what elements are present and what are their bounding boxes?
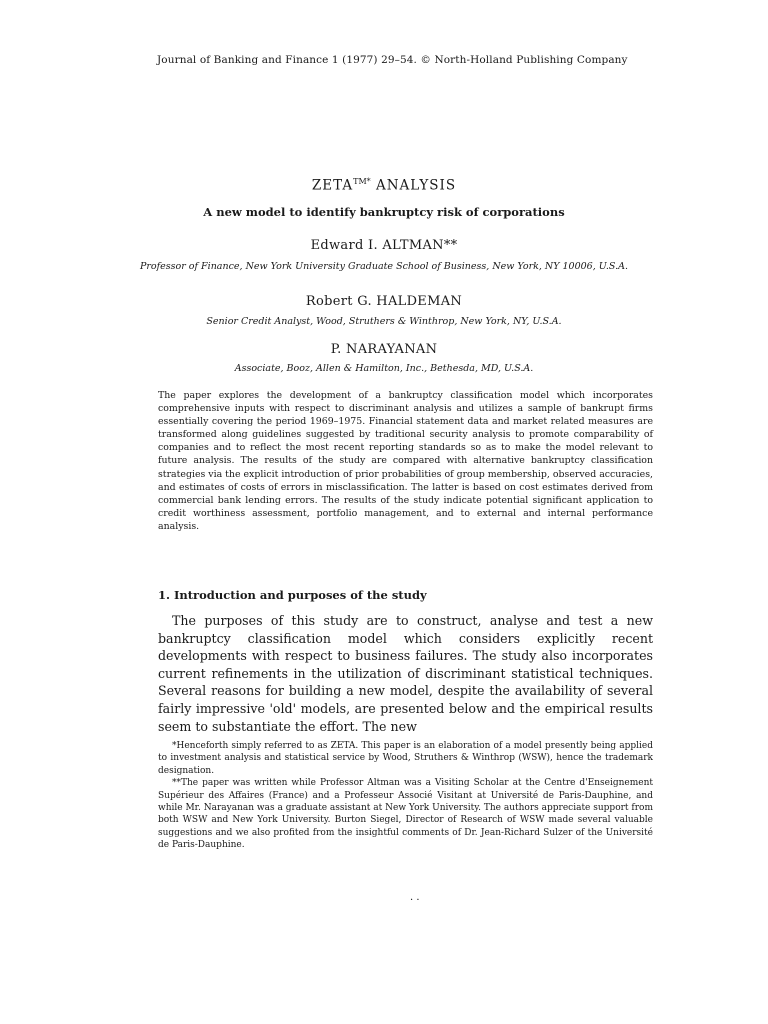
author-name-altman: Edward I. ALTMAN**	[310, 238, 458, 253]
page-mark: · ·	[410, 895, 420, 906]
abstract: The paper explores the development of a bankruptcy classification model which incorporates comprehensive inputs with respect to discriminant analysis and utilizes a sample of bankrupt firms essentially covering the period 1969–1975. Financial statement data and market related measures are transformed along guidelines suggested by traditional security analysis to promote comparability of companies and to reflect the most recent reporting standards so as to make the model relevant to future analysis. The results of the study are compared with alternative bankruptcy classification strategies via the explicit introduction of prior probabilities of group membership, observed accuracies, and estimates of costs of errors in misclassification. The latter is based on cost estimates derived from commercial bank lending errors. The results of the study indicate potential significant application to credit worthiness assessment, portfolio management, and to external and internal performance analysis.	[158, 390, 653, 532]
article-subtitle: A new model to identify bankruptcy risk of corporations	[203, 205, 565, 219]
footnotes	[158, 740, 653, 852]
footnote-zeta: *Henceforth simply referred to as ZETA. This paper is an elaboration of a model presently being applied to investment analysis and statistical service by Wood, Struthers & Winthrop (WSW), hence the trademark designation.	[158, 741, 653, 776]
section-body-text: The purposes of this study are to construct, analyse and test a new bankruptcy classification model which considers explicitly recent developments with respect to business failures. The study also incorporates current refinements in the utilization of discriminant statistical techniques. Several reasons for building a new model, despite the availability of several fairly impressive 'old' models, are presented below and the empirical results seem to substantiate the effort. The new	[158, 613, 653, 734]
section-heading: 1. Introduction and purposes of the study	[158, 588, 427, 602]
author-affiliation-haldeman: Senior Credit Analyst, Wood, Struthers & Winthrop, New York, NY, U.S.A.	[206, 316, 562, 327]
article-title	[0, 177, 768, 194]
author-affiliation-narayanan: Associate, Booz, Allen & Hamilton, Inc., Bethesda, MD, U.S.A.	[234, 363, 534, 374]
trademark-superscript: TM*	[353, 177, 371, 186]
author-name-narayanan: P. NARAYANAN	[330, 342, 438, 357]
journal-citation: Journal of Banking and Finance 1 (1977) 29–54. © North-Holland Publishing Company	[157, 54, 628, 66]
title-rest: ANALYSIS	[370, 177, 457, 194]
footnote-authors: **The paper was written while Professor Altman was a Visiting Scholar at the Centre d'Enseignement Supérieur des Affaires (France) and a Professeur Associé Visitant at Université de Paris-Dauphine, and while Mr. Narayanan was a graduate assistant at New York University. The authors appreciate support from both WSW and New York University. Burton Siegel, Director of Research of WSW made several valuable suggestions and we also profited from the insightful comments of Dr. Jean-Richard Sulzer of the Université de Paris-Dauphine.	[158, 778, 653, 851]
title-main: ZETA	[311, 177, 354, 194]
author-affiliation-altman: Professor of Finance, New York University Graduate School of Business, New York, NY 10006, U.S.A.	[139, 261, 628, 272]
author-name-haldeman: Robert G. HALDEMAN	[305, 294, 463, 309]
